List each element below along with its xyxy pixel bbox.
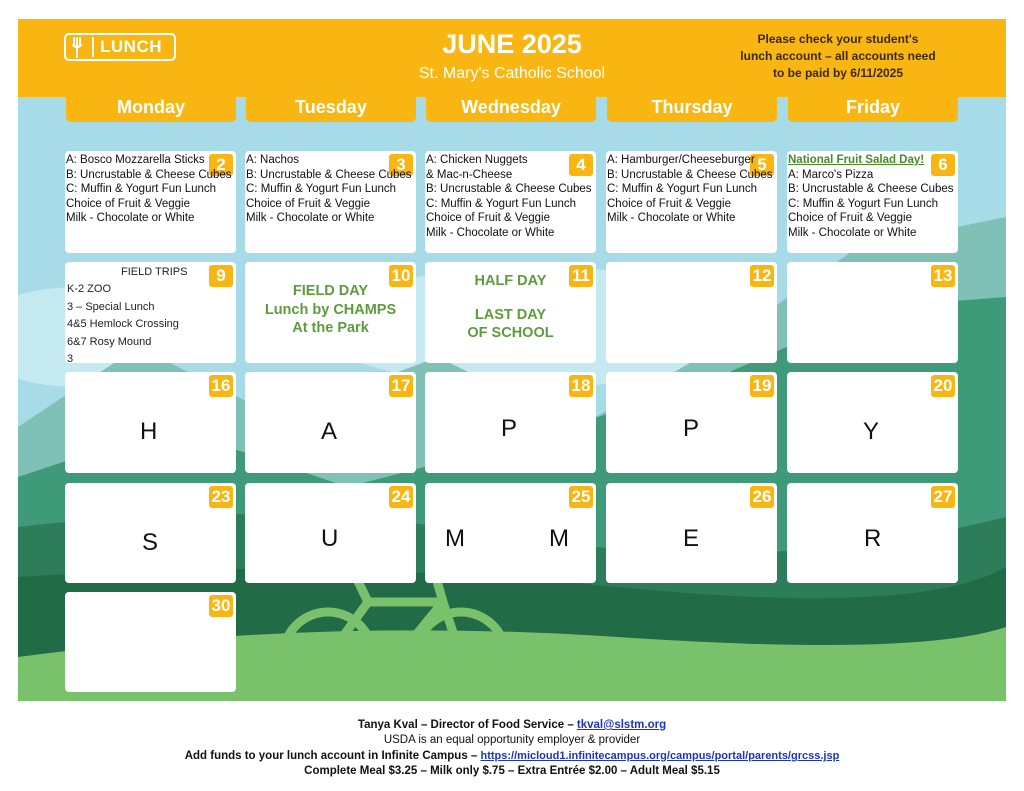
- summer-letter: M: [549, 525, 569, 552]
- calendar-day-17: [245, 372, 416, 473]
- calendar-day-3: [245, 151, 416, 253]
- summer-letter: M: [445, 525, 465, 552]
- summer-letter: U: [321, 525, 339, 552]
- field-day-note: FIELD DAY Lunch by CHAMPS At the Park: [264, 283, 397, 336]
- calendar-day-16: [65, 372, 236, 473]
- day-number: 9: [209, 265, 233, 287]
- calendar-day-13: [787, 262, 958, 363]
- summer-letter: P: [683, 415, 700, 442]
- calendar-day-5: [606, 151, 777, 253]
- day-header-tuesday: Tuesday: [246, 93, 416, 122]
- page-title: JUNE 2025: [442, 29, 582, 59]
- last-day-note: HALF DAY LAST DAY OF SCHOOL: [467, 273, 554, 341]
- day-number: 16: [209, 375, 233, 397]
- calendar-day-20: [787, 372, 958, 473]
- calendar-day-30: [65, 592, 236, 692]
- calendar-day-4: [425, 151, 596, 253]
- summer-letter: P: [501, 415, 518, 442]
- calendar-day-10: [245, 262, 416, 363]
- funds-line: Add funds to your lunch account in Infinite Campus – https://micloud1.infinitecampus.org/campus/portal/parents/grcss.jsp: [184, 749, 840, 762]
- calendar-day-23: [65, 483, 236, 583]
- day-header-thursday: Thursday: [607, 93, 777, 122]
- calendar-day-24: [245, 483, 416, 583]
- calendar-day-11: [425, 262, 596, 363]
- calendar-day-6: [787, 151, 958, 253]
- summer-letter: A: [321, 418, 338, 445]
- day-number: 23: [209, 486, 233, 508]
- summer-letter: Y: [863, 418, 880, 445]
- day-number: 20: [931, 375, 955, 397]
- lunch-menu: A: Hamburger/Cheeseburger B: Uncrustable & Cheese Cubes C: Muffin & Yogurt Fun Lunch Choice of Fruit & Veggie Milk - Chocolate or White: [607, 154, 773, 225]
- day-number: 10: [389, 265, 413, 287]
- usda-statement: USDA is an equal opportunity employer & provider: [383, 734, 641, 747]
- lunch-menu: A: Bosco Mozzarella Sticks B: Uncrustable & Cheese Cubes C: Muffin & Yogurt Fun Lunch Choice of Fruit & Veggie Milk - Chocolate or White: [66, 154, 232, 225]
- day-number: 25: [569, 486, 593, 508]
- day-header-friday: Friday: [788, 93, 958, 122]
- day-number: 24: [389, 486, 413, 508]
- meal-prices: Complete Meal $3.25 – Milk only $.75 – Extra Entrée $2.00 – Adult Meal $5.15: [304, 765, 720, 778]
- school-name: St. Mary's Catholic School: [418, 65, 606, 82]
- calendar-day-27: [787, 483, 958, 583]
- calendar-day-18: [425, 372, 596, 473]
- day-number: 17: [389, 375, 413, 397]
- calendar-day-25: [425, 483, 596, 583]
- field-trips-list: FIELD TRIPS K-2 ZOO 3 – Special Lunch 4&5 Hemlock Crossing 6&7 Rosy Mound 3: [67, 266, 188, 363]
- logo-text: LUNCH: [100, 37, 162, 56]
- lunch-menu: A: Chicken Nuggets & Mac-n-Cheese B: Uncrustable & Cheese Cubes C: Muffin & Yogurt Fun Lunch Choice of Fruit & Veggie Milk - Chocolate or White: [426, 154, 592, 239]
- footer: [0, 718, 1024, 780]
- calendar-day-2: [65, 151, 236, 253]
- day-header-wednesday: Wednesday: [426, 93, 596, 122]
- director-email-link[interactable]: tkval@slstm.org: [576, 719, 667, 731]
- day-number: 11: [569, 265, 593, 287]
- calendar-day-12: [606, 262, 777, 363]
- summer-letter: E: [683, 525, 700, 552]
- day-number: 6: [931, 154, 955, 176]
- day-number: 27: [931, 486, 955, 508]
- special-day-label: National Fruit Salad Day!: [788, 154, 925, 166]
- day-number: 30: [209, 595, 233, 617]
- day-number: 2: [209, 154, 233, 176]
- day-header-monday: Monday: [66, 93, 236, 122]
- day-number: 13: [931, 265, 955, 287]
- director-line: Tanya Kval – Director of Food Service – tkval@slstm.org: [357, 719, 667, 731]
- day-number: 12: [750, 265, 774, 287]
- day-number: 26: [750, 486, 774, 508]
- calendar-day-19: [606, 372, 777, 473]
- lunch-menu: A: Nachos B: Uncrustable & Cheese Cubes C: Muffin & Yogurt Fun Lunch Choice of Fruit & Veggie Milk - Chocolate or White: [246, 154, 412, 225]
- infinite-campus-link[interactable]: https://micloud1.infinitecampus.org/campus/portal/parents/grcss.jsp: [480, 749, 840, 762]
- header-bar: [18, 19, 1006, 97]
- summer-letter: H: [140, 418, 158, 445]
- day-number: 19: [750, 375, 774, 397]
- day-number: 4: [569, 154, 593, 176]
- day-number: 3: [389, 154, 413, 176]
- fork-icon: [68, 35, 90, 59]
- calendar-day-9: [65, 262, 236, 363]
- summer-letter: R: [864, 525, 882, 552]
- lunch-logo: [64, 33, 176, 61]
- lunch-menu: National Fruit Salad Day! A: Marco's Pizza B: Uncrustable & Cheese Cubes C: Muffin & Yogurt Fun Lunch Choice of Fruit & Veggie Milk - Chocolate or White: [788, 153, 957, 241]
- calendar-day-26: [606, 483, 777, 583]
- day-number: 18: [569, 375, 593, 397]
- day-number: 5: [750, 154, 774, 176]
- field-trips-heading: FIELD TRIPS: [121, 266, 188, 278]
- payment-notice: Please check your student's lunch account – all accounts need to be paid by 6/11/2025: [740, 32, 936, 80]
- summer-letter: S: [142, 529, 159, 556]
